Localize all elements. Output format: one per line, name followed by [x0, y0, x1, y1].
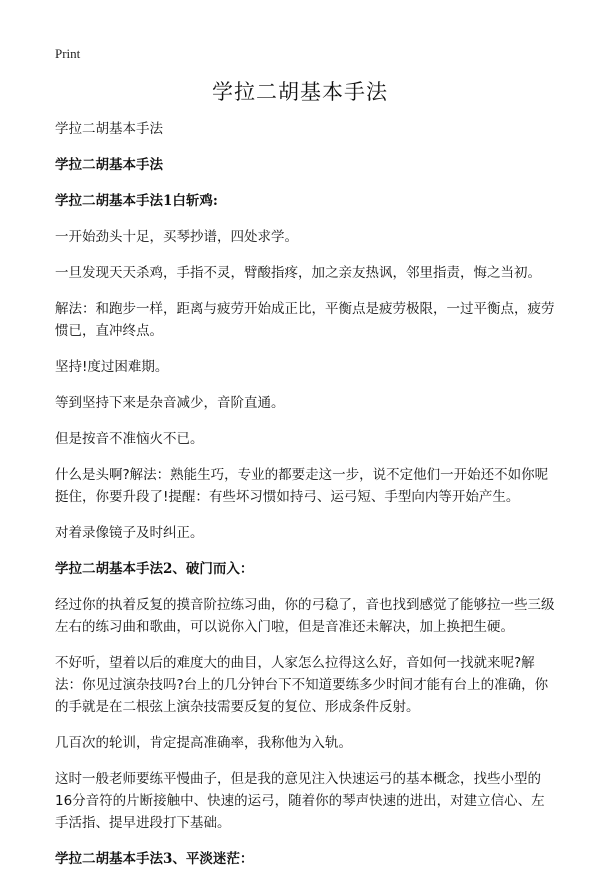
- section-heading-2: 学拉二胡基本手法2、破门而入：: [55, 561, 254, 577]
- paragraph: 不好听，望着以后的难度大的曲目，人家怎么拉得这么好，音如何一找就来呢?解法：你见过演杂技吗?台上的几分钟台下不知道要练多少时间才能有台上的准确，你的手就是在二根弦上演杂技需要反复的复位、形成条件反射。: [55, 655, 549, 715]
- paragraph: 但是按音不准恼火不已。: [55, 431, 204, 447]
- paragraph: 什么是头啊?解法：熟能生巧，专业的都要走这一步，说不定他们一开始还不如你呢挺住，你要升段了!提醒：有些坏习惯如持弓、运弓短、手型向内等开始产生。: [55, 467, 549, 505]
- paragraph: 一旦发现天天杀鸡，手指不灵，臂酸指疼，加之亲友热讽，邻里指责，悔之当初。: [55, 265, 541, 281]
- page-title: 学拉二胡基本手法: [212, 80, 388, 104]
- paragraph: 对着录像镜子及时纠正。: [55, 525, 204, 541]
- section-heading-1: 学拉二胡基本手法1白斩鸡:: [55, 193, 218, 209]
- paragraph: 经过你的执着反复的摸音阶拉练习曲，你的弓稳了，音也找到感觉了能够拉一些三级左右的练习曲和歌曲，可以说你入门啦，但是音准还未解决，加上换把生硬。: [55, 597, 555, 635]
- article-body: [55, 118, 555, 884]
- section-heading-3: 学拉二胡基本手法3、平淡迷茫：: [55, 851, 254, 867]
- paragraph: 几百次的轮训，肯定提高准确率，我称他为入轨。: [55, 735, 352, 751]
- paragraph: 解法：和跑步一样，距离与疲劳开始成正比，平衡点是疲劳极限，一过平衡点，疲劳惯已，直冲终点。: [55, 301, 555, 339]
- paragraph: 这时一般老师要练平慢曲子，但是我的意见注入快速运弓的基本概念，找些小型的16分音符的片断接触中、快速的运弓，随着你的琴声快速的进出，对建立信心、左手活指、提早进段打下基础。: [55, 771, 545, 831]
- section-heading: 学拉二胡基本手法: [55, 157, 163, 173]
- paragraph: 等到坚持下来是杂音减少，音阶直通。: [55, 395, 285, 411]
- paragraph: 坚持!度过困难期。: [55, 359, 169, 375]
- print-link[interactable]: Print: [55, 46, 81, 61]
- article-subtitle: 学拉二胡基本手法: [55, 121, 163, 137]
- paragraph: 一开始劲头十足，买琴抄谱，四处求学。: [55, 229, 298, 245]
